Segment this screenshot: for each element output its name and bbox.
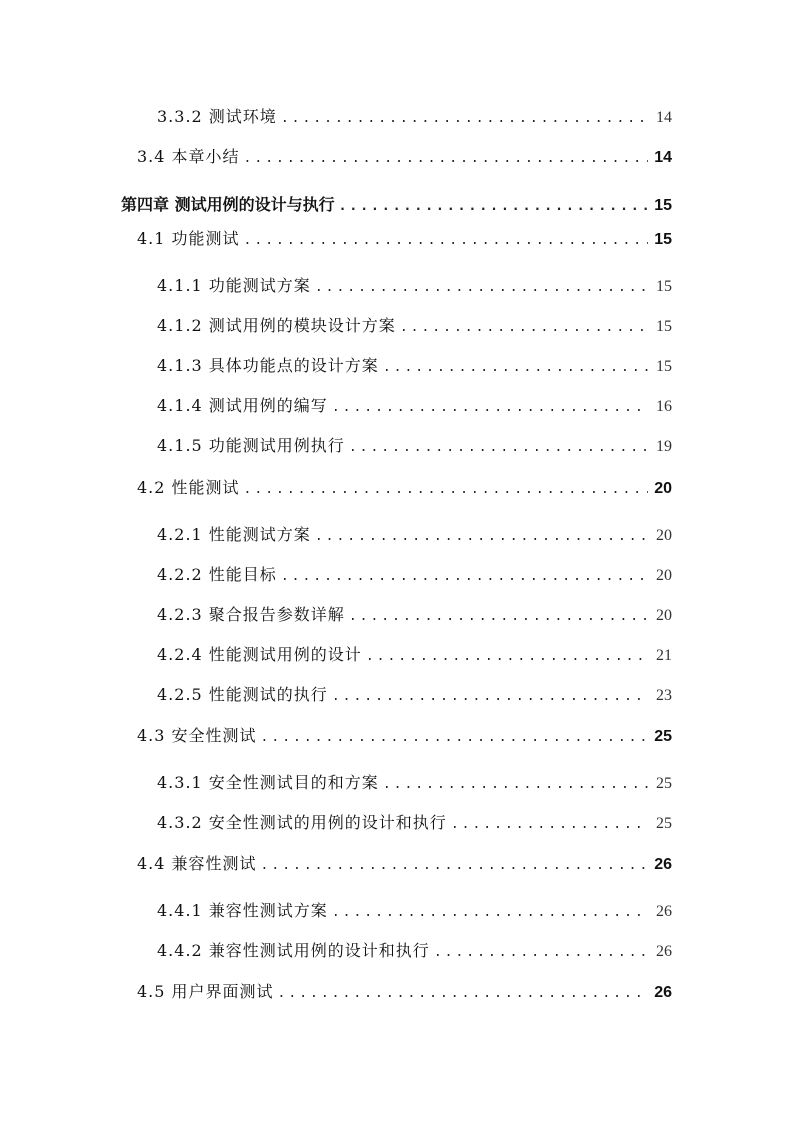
toc-page-number: 26: [654, 984, 672, 1001]
toc-dot-leader: [451, 812, 648, 838]
toc-entry-label: 4.4 兼容性测试: [137, 854, 257, 873]
toc-entry-label: 4.2 性能测试: [137, 478, 240, 497]
toc-dot-leader: [332, 900, 648, 926]
toc-entry-chapter-4[interactable]: [121, 192, 672, 218]
toc-page-number: 23: [656, 687, 672, 704]
toc-dot-leader: [383, 772, 648, 798]
toc-dot-leader: [366, 644, 648, 670]
toc-dot-leader: [278, 981, 648, 1007]
toc-page-number: 15: [656, 358, 672, 375]
toc-dot-leader: [244, 146, 648, 172]
toc-entry-label: 4.3.1 安全性测试目的和方案: [157, 773, 379, 792]
toc-entry-4-4[interactable]: [137, 851, 672, 877]
toc-entry-4-1-5[interactable]: [157, 433, 672, 459]
toc-entry-4-1[interactable]: [137, 226, 672, 252]
toc-page-number: 25: [656, 815, 672, 832]
toc-entry-4-2[interactable]: [137, 475, 672, 501]
toc-entry-4-2-3[interactable]: [157, 602, 672, 628]
toc-page-number: 14: [654, 149, 672, 166]
toc-dot-leader: [332, 395, 648, 421]
toc-entry-4-5[interactable]: [137, 979, 672, 1005]
toc-dot-leader: [244, 477, 648, 503]
toc-page-number: 15: [656, 318, 672, 335]
toc-entry-4-1-1[interactable]: [157, 273, 672, 299]
toc-entry-label: 4.1.2 测试用例的模块设计方案: [157, 316, 396, 335]
toc-page-number: 20: [656, 607, 672, 624]
toc-dot-leader: [339, 194, 648, 220]
toc-dot-leader: [349, 435, 648, 461]
toc-dot-leader: [349, 604, 648, 630]
toc-entry-4-4-2[interactable]: [157, 938, 672, 964]
toc-entry-label: 第四章 测试用例的设计与执行: [121, 195, 335, 214]
toc-entry-label: 4.1.4 测试用例的编写: [157, 396, 328, 415]
toc-entry-label: 3.3.2 测试环境: [157, 107, 277, 126]
toc-dot-leader: [434, 940, 648, 966]
toc-page-number: 20: [656, 527, 672, 544]
toc-entry-4-3-1[interactable]: [157, 770, 672, 796]
toc-dot-leader: [315, 275, 648, 301]
toc-entry-label: 4.1.3 具体功能点的设计方案: [157, 356, 379, 375]
toc-page-number: 19: [656, 438, 672, 455]
toc-entry-label: 4.4.2 兼容性测试用例的设计和执行: [157, 941, 430, 960]
toc-entry-label: 4.1 功能测试: [137, 229, 240, 248]
toc-entry-4-3[interactable]: [137, 723, 672, 749]
toc-entry-label: 4.3 安全性测试: [137, 726, 257, 745]
toc-entry-label: 4.1.1 功能测试方案: [157, 276, 311, 295]
toc-entry-4-2-1[interactable]: [157, 522, 672, 548]
toc-entry-label: 4.1.5 功能测试用例执行: [157, 436, 345, 455]
toc-page-number: 15: [656, 278, 672, 295]
toc-dot-leader: [281, 106, 648, 132]
toc-entry-4-1-4[interactable]: [157, 393, 672, 419]
toc-entry-label: 4.2.2 性能目标: [157, 565, 277, 584]
toc-page-number: 20: [654, 480, 672, 497]
toc-entry-4-2-2[interactable]: [157, 562, 672, 588]
toc-entry-label: 4.2.3 聚合报告参数详解: [157, 605, 345, 624]
toc-entry-3-3-2[interactable]: [157, 104, 672, 130]
toc-page-number: 15: [654, 231, 672, 248]
toc-page-number: 26: [656, 943, 672, 960]
toc-page-number: 20: [656, 567, 672, 584]
toc-entry-4-2-4[interactable]: [157, 642, 672, 668]
toc-page-number: 26: [654, 856, 672, 873]
toc-entry-label: 3.4 本章小结: [137, 147, 240, 166]
toc-entry-label: 4.2.4 性能测试用例的设计: [157, 645, 362, 664]
toc-page-number: 16: [656, 398, 672, 415]
toc-page-number: 25: [656, 775, 672, 792]
toc-dot-leader: [383, 355, 648, 381]
toc-page-number: 21: [656, 647, 672, 664]
toc-entry-label: 4.2.1 性能测试方案: [157, 525, 311, 544]
toc-page-number: 25: [654, 728, 672, 745]
toc-entry-label: 4.2.5 性能测试的执行: [157, 685, 328, 704]
toc-entry-label: 4.3.2 安全性测试的用例的设计和执行: [157, 813, 447, 832]
toc-dot-leader: [332, 684, 648, 710]
toc-page-number: 15: [654, 197, 672, 214]
toc-entry-3-4[interactable]: [137, 144, 672, 170]
toc-entry-4-3-2[interactable]: [157, 810, 672, 836]
toc-dot-leader: [281, 564, 648, 590]
toc-page-number: 26: [656, 903, 672, 920]
toc-entry-label: 4.4.1 兼容性测试方案: [157, 901, 328, 920]
toc-entry-4-1-3[interactable]: [157, 353, 672, 379]
toc-dot-leader: [400, 315, 648, 341]
toc-entry-4-2-5[interactable]: [157, 682, 672, 708]
toc-dot-leader: [315, 524, 648, 550]
toc-dot-leader: [261, 853, 648, 879]
toc-dot-leader: [261, 725, 648, 751]
toc-dot-leader: [244, 228, 648, 254]
toc-entry-4-1-2[interactable]: [157, 313, 672, 339]
toc-entry-4-4-1[interactable]: [157, 898, 672, 924]
toc-page-number: 14: [656, 109, 672, 126]
toc-entry-label: 4.5 用户界面测试: [137, 982, 274, 1001]
